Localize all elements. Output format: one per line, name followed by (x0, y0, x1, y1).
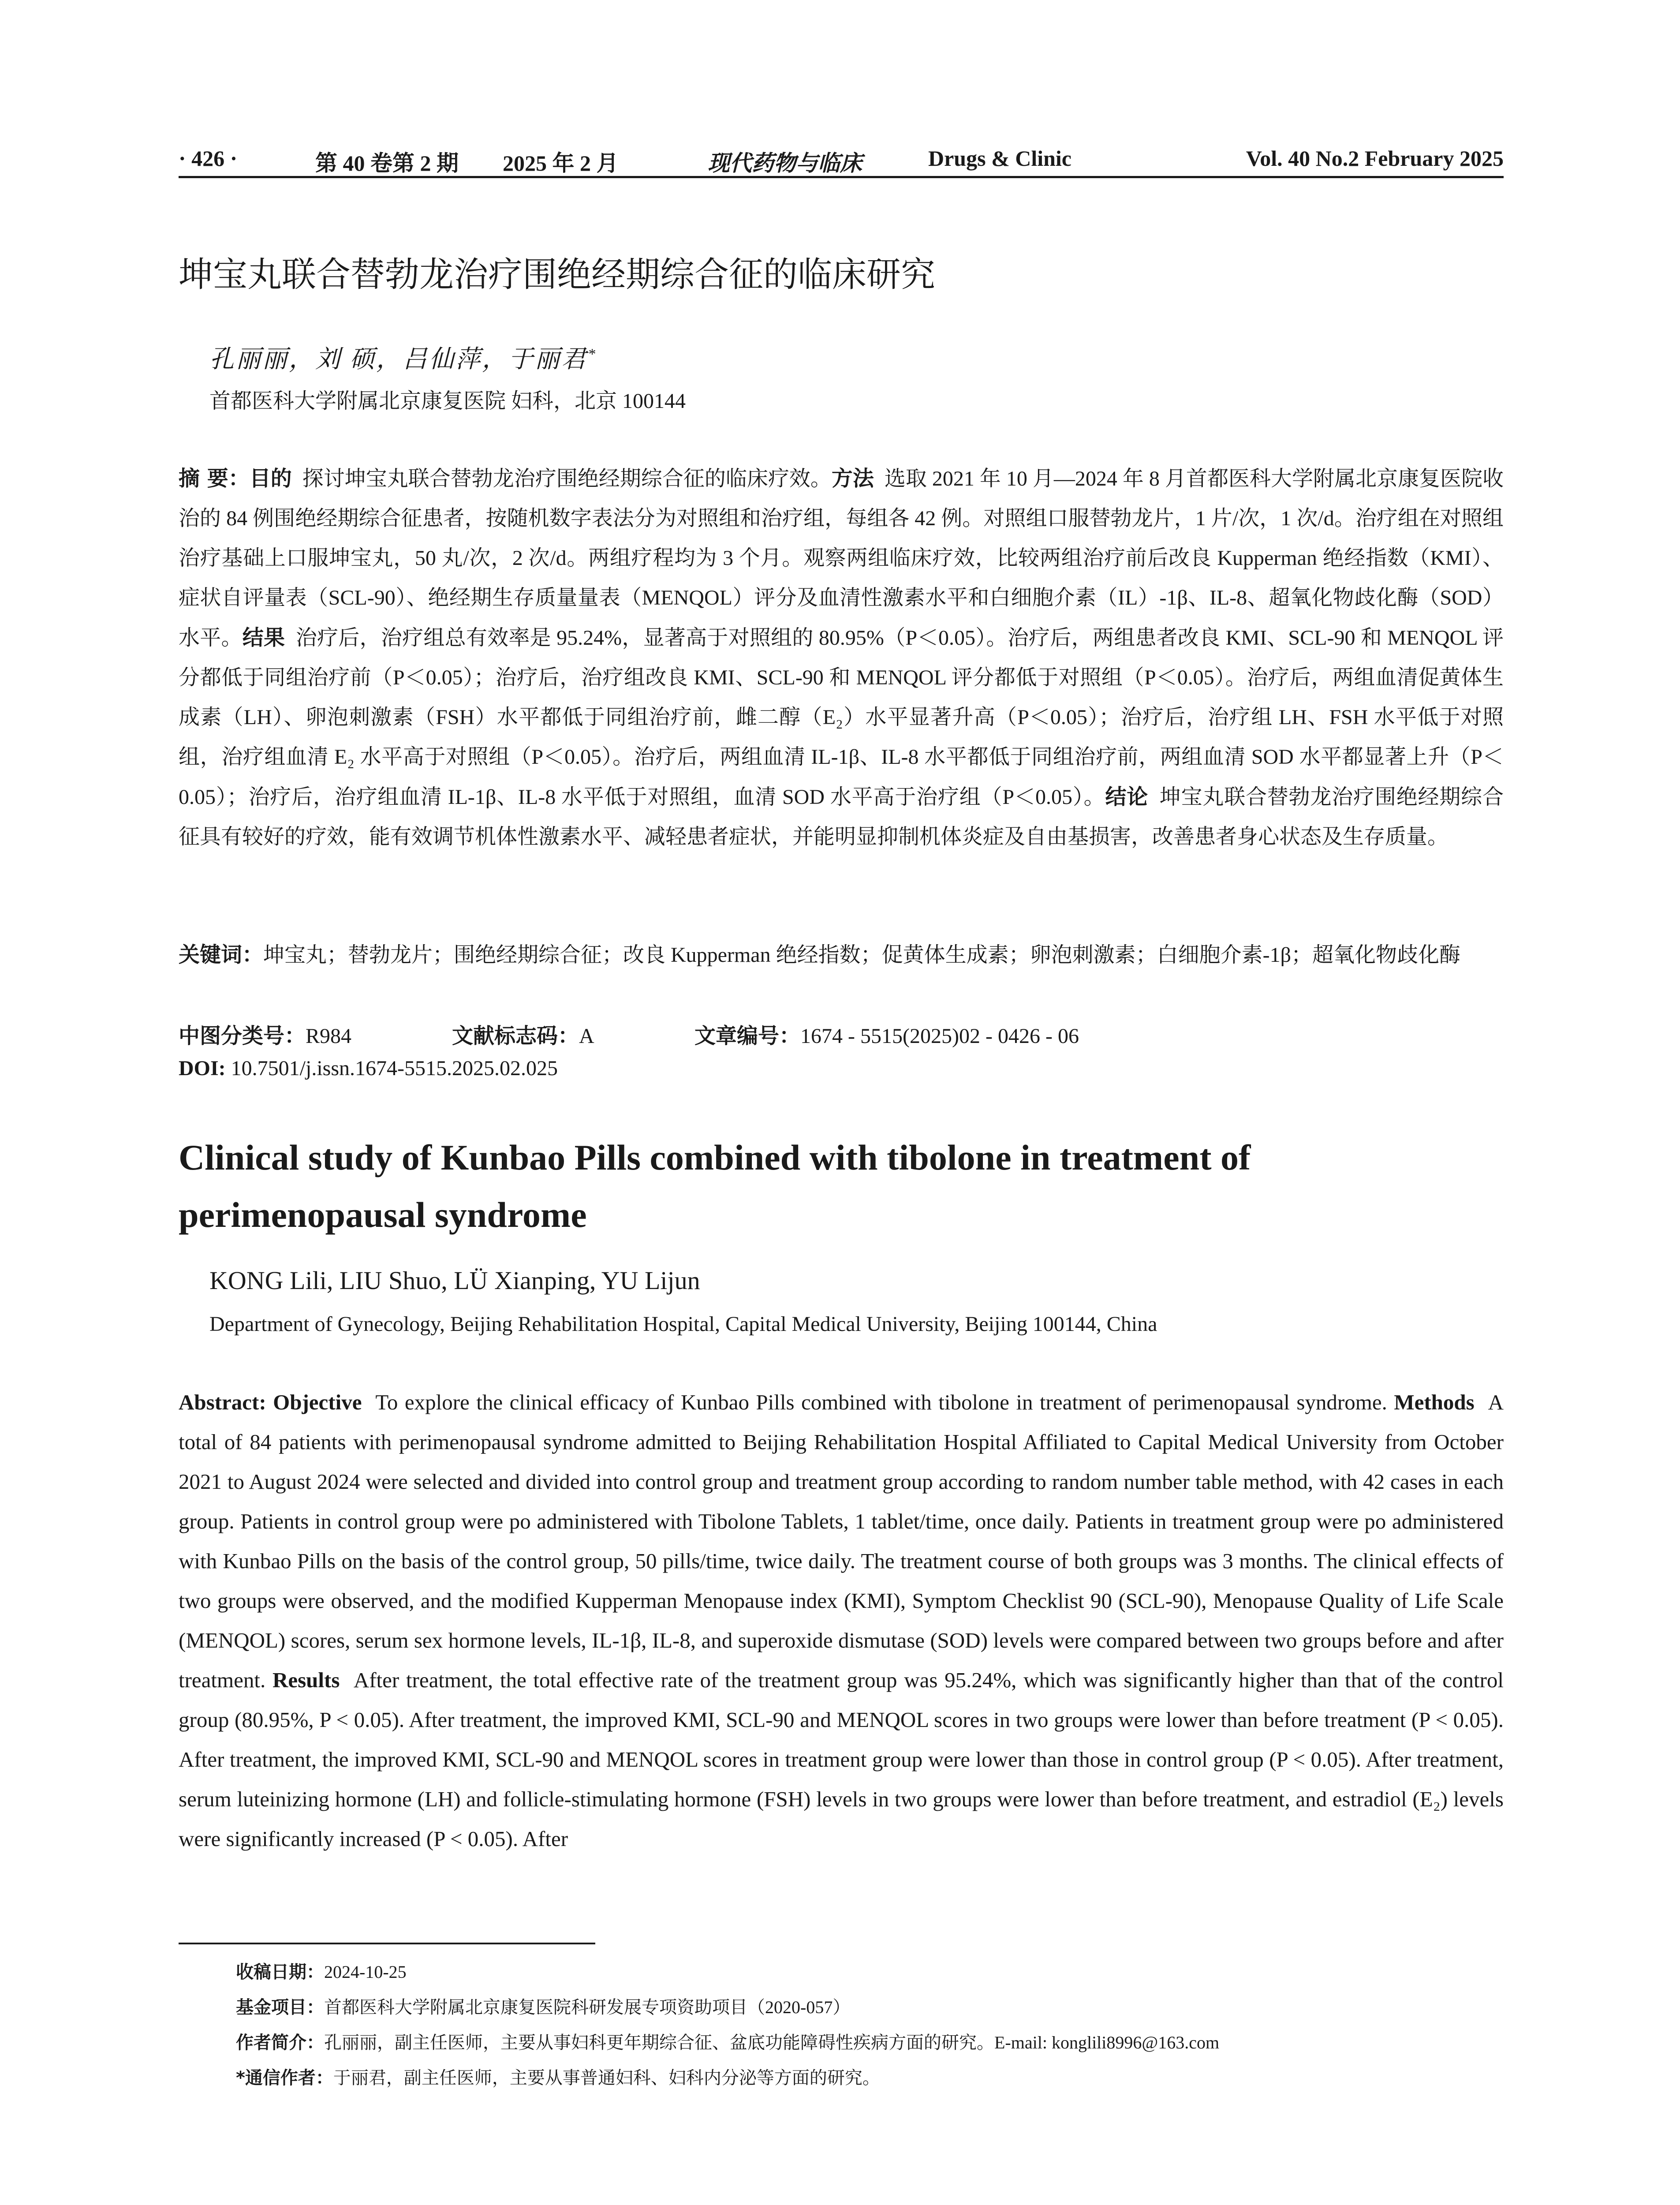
fund-label: 基金项目： (236, 1997, 324, 2018)
chinese-keywords (179, 935, 1504, 975)
chinese-authors (209, 340, 597, 375)
chinese-abstract (179, 459, 1504, 857)
doi-label: DOI: (179, 1057, 226, 1080)
footnote-corresponding (236, 2064, 880, 2089)
received-date: 2024-10-25 (324, 1962, 407, 1982)
english-abstract (179, 1383, 1504, 1859)
article-number (694, 1019, 1079, 1049)
english-authors: KONG Lili, LIU Shuo, LÜ Xianping, YU Lijun (209, 1266, 700, 1295)
bio-label: 作者简介： (236, 2033, 324, 2053)
journal-en: Drugs & Clinic (928, 146, 1071, 171)
doi-line (179, 1056, 558, 1080)
keywords-text-cn: 坤宝丸；替勃龙片；围绝经期综合征；改良 Kupperman 绝经指数；促黄体生成素；卵泡刺激素；白细胞介素-1β；超氧化物歧化酶 (263, 943, 1461, 967)
volume-en: Vol. 40 No.2 February 2025 (1246, 146, 1504, 171)
results-text-en: After treatment, the total effective rate of the treatment group was 95.24%, which was significantly higher than that of the control group (80.95%, P < 0.05). After treatment, the improved KMI, SCL-90 and MENQOL scores in two groups were lower than before treatment (P < 0.05). After treatment, the improved KMI, SCL-90 and MENQOL scores in treatment group were lower than those in control group (P < 0.05). After treatment, serum luteinizing hormone (LH) and follicle-stimulating hormone (FSH) levels in two groups were lower than before treatment, and estradiol (E₂) levels were significantly increased (P < 0.05). After (179, 1668, 1504, 1851)
header-rule (179, 176, 1504, 178)
volume-cn: 第 40 卷第 2 期 (315, 151, 459, 176)
conclusion-label-cn: 结论 (1105, 785, 1149, 809)
methods-text-en: A total of 84 patients with perimenopausal syndrome admitted to Beijing Rehabilitation Hospital Affiliated to Capital Medical University from October 2021 to August 2024 were selected and divided into control group and treatment group according to random number table method, with 42 cases in each group. Patients in control group were po administered with Tibolone Tablets, 1 tablet/time, once daily. Patients in treatment group were po administered with Kunbao Pills on the basis of the control group, 50 pills/time, twice daily. The treatment course of both groups was 3 months. The clinical effects of two groups were observed, and the modified Kupperman Menopause index (KMI), Symptom Checklist 90 (SCL-90), Menopause Quality of Life Scale (MENQOL) scores, serum sex hormone levels, IL-1β, IL-8, and superoxide dismutase (SOD) levels were compared between two groups before and after treatment. (179, 1390, 1504, 1692)
conclusion-text-cn: 坤宝丸联合替勃龙治疗围绝经期综合征具有较好的疗效，能有效调节机体性激素水平、减轻患者症状，并能明显抑制机体炎症及自由基损害，改善患者身心状态及生存质量。 (179, 785, 1504, 848)
corr-label: *通信作者： (236, 2068, 333, 2088)
bio-text: 孔丽丽，副主任医师，主要从事妇科更年期综合征、盆底功能障碍性疾病方面的研究。E-mail: konglili8996@163.com (324, 2033, 1220, 2052)
doc-code-value: A (579, 1024, 594, 1048)
methods-label-en: Methods (1394, 1390, 1475, 1414)
running-header (179, 142, 1504, 177)
objective-text-en: To explore the clinical efficacy of Kunbao Pills combined with tibolone in treatment of perimenopausal syndrome. (375, 1390, 1387, 1414)
doc-code (452, 1019, 594, 1049)
received-label: 收稿日期： (236, 1962, 324, 1982)
results-label-en: Results (272, 1668, 340, 1692)
doi-value: 10.7501/j.issn.1674-5515.2025.02.025 (231, 1057, 558, 1080)
results-label-cn: 结果 (242, 625, 285, 650)
english-title: Clinical study of Kunbao Pills combined with tibolone in treatment of perimenopausal syndrome (179, 1137, 1251, 1235)
chinese-title: 坤宝丸联合替勃龙治疗围绝经期综合征的临床研究 (179, 255, 936, 295)
footnote-fund (236, 1993, 850, 2018)
abstract-label-cn: 摘 要： (179, 466, 250, 491)
corr-text: 于丽君，副主任医师，主要从事普通妇科、妇科内分泌等方面的研究。 (333, 2068, 880, 2088)
clc-label: 中图分类号： (179, 1024, 306, 1048)
keywords-label-cn: 关键词： (179, 942, 264, 967)
date-cn: 2025 年 2 月 (503, 151, 619, 176)
journal-cn: 现代药物与临床 (708, 150, 862, 176)
chinese-author-names: 孔丽丽，刘 硕，吕仙萍，于丽君 (209, 346, 588, 373)
objective-text-cn: 探讨坤宝丸联合替勃龙治疗围绝经期综合征的临床疗效。 (302, 467, 832, 490)
methods-label-cn: 方法 (831, 466, 874, 491)
footnote-rule (179, 1943, 595, 1944)
classification-line (179, 1019, 1079, 1049)
doc-code-label: 文献标志码： (452, 1024, 579, 1048)
footnote-bio (236, 2029, 1219, 2054)
english-affiliation: Department of Gynecology, Beijing Rehabilitation Hospital, Capital Medical University, Beijing 100144, China (209, 1312, 1157, 1336)
abstract-label-en: Abstract: (179, 1390, 266, 1414)
footnote-received (236, 1958, 407, 1983)
corresponding-mark: * (588, 346, 597, 363)
objective-label-en: Objective (273, 1390, 362, 1414)
article-no-value: 1674 - 5515(2025)02 - 0426 - 06 (800, 1024, 1079, 1048)
clc-value: R984 (306, 1024, 352, 1048)
objective-label-cn: 目的 (249, 466, 292, 491)
results-text-cn: 治疗后，治疗组总有效率是 95.24%，显著高于对照组的 80.95%（P＜0.05）。治疗后，两组患者改良 KMI、SCL-90 和 MENQOL 评分都低于同组治疗前（P＜0.05）；治疗后，治疗组改良 KMI、SCL-90 和 MENQOL 评分都低于对照组（P＜0.05）。治疗后，两组血清促黄体生成素（LH）、卵泡刺激素（FSH）水平都低于同组治疗前，雌二醇（E₂）水平显著升高（P＜0.05）；治疗后，治疗组 LH、FSH 水平低于对照组，治疗组血清 E₂ 水平高于对照组（P＜0.05）。治疗后，两组血清 IL-1β、IL-8 水平都低于同组治疗前，两组血清 SOD 水平都显著上升（P＜0.05）；治疗后，治疗组血清 IL-1β、IL-8 水平低于对照组，血清 SOD 水平高于治疗组（P＜0.05）。 (179, 626, 1504, 809)
article-no-label: 文章编号： (694, 1024, 801, 1048)
methods-text-cn: 选取 2021 年 10 月—2024 年 8 月首都医科大学附属北京康复医院收治的 84 例围绝经期综合征患者，按随机数字表法分为对照组和治疗组，每组各 42 例。对照组口服替勃龙片，1 片/次，1 次/d。治疗组在对照组治疗基础上口服坤宝丸，50 丸/次，2 次/d。两组疗程均为 3 个月。观察两组临床疗效，比较两组治疗前后改良 Kupperman 绝经指数（KMI）、症状自评量表（SCL-90）、绝经期生存质量量表（MENQOL）评分及血清性激素水平和白细胞介素（IL）-1β、IL-8、超氧化物歧化酶（SOD）水平。 (179, 467, 1504, 650)
page-number: · 426 · (179, 146, 238, 171)
chinese-affiliation: 首都医科大学附属北京康复医院 妇科，北京 100144 (209, 389, 686, 413)
fund-text: 首都医科大学附属北京康复医院科研发展专项资助项目（2020-057） (324, 1997, 851, 2017)
